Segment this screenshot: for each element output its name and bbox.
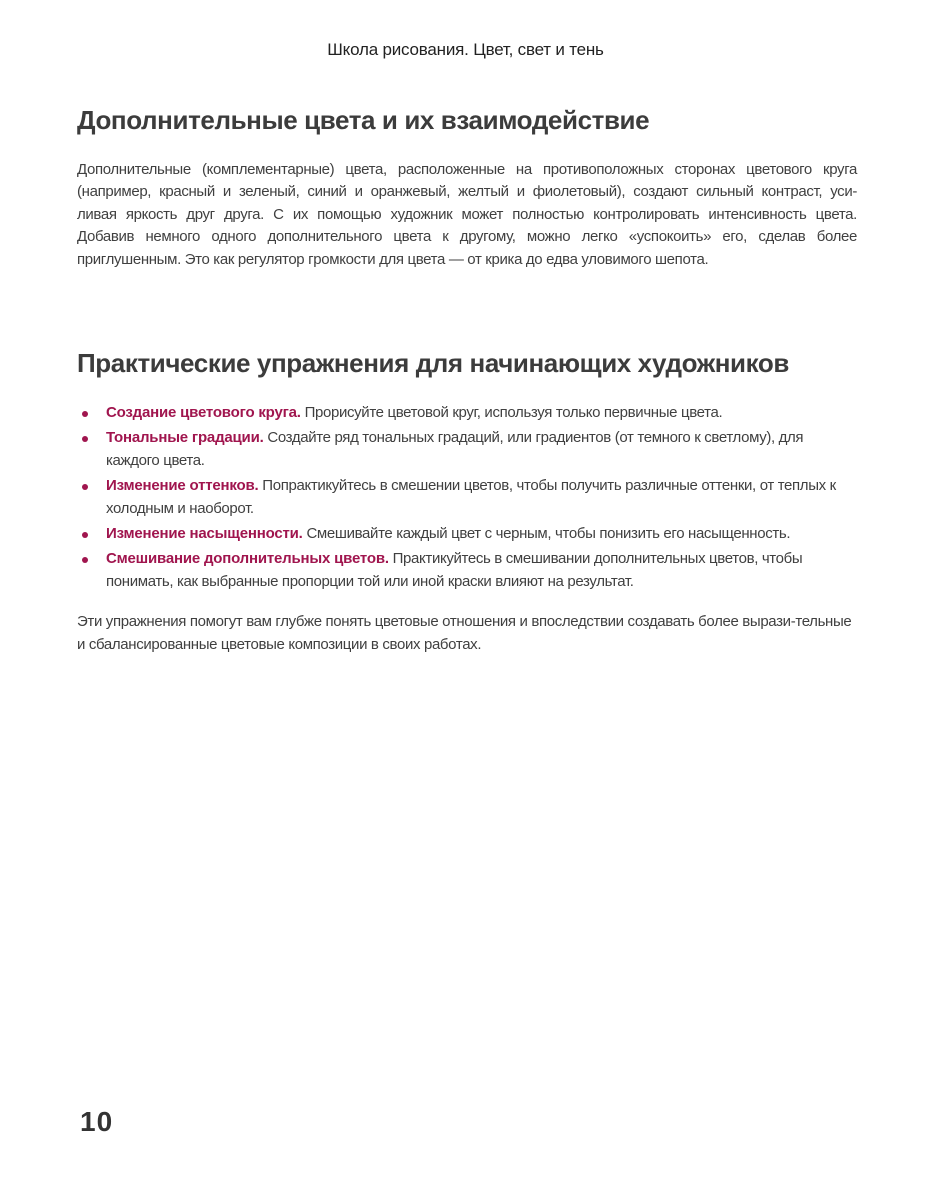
exercise-term: Изменение оттенков. bbox=[106, 477, 259, 495]
exercise-text: Создайте ряд тональных градаций, или градиентов (от темного к светлому), для каждого цвета. bbox=[106, 429, 804, 469]
paragraph-line: Дополнительные (комплементарные) цвета, расположенные на противоположных сторонах цветового круга bbox=[77, 161, 857, 178]
bullet-icon bbox=[82, 436, 88, 442]
paragraph-line: Добавив немного одного дополнительного цвета к другому, можно легко «успокоить» его, сделав более bbox=[77, 228, 857, 246]
exercise-list bbox=[77, 402, 857, 593]
paragraph-line: приглушенным. Это как регулятор громкости для цвета — от крика до едва уловимого шепота. bbox=[77, 250, 709, 268]
closing-paragraph: Эти упражнения помогут вам глубже понять цветовые отношения и впоследствии создавать более вырази-тельные и сбалансированные цветовые композиции в своих работах. bbox=[77, 613, 852, 653]
bullet-icon bbox=[82, 557, 88, 563]
exercise-text: Прорисуйте цветовой круг, используя только первичные цвета. bbox=[300, 404, 723, 421]
list-item bbox=[77, 548, 857, 593]
section-heading: Практические упражнения для начинающих художников bbox=[77, 348, 789, 378]
list-item bbox=[77, 475, 857, 520]
bullet-icon bbox=[82, 411, 88, 417]
bullet-icon bbox=[82, 484, 88, 490]
section-heading: Дополнительные цвета и их взаимодействие bbox=[77, 105, 650, 135]
bullet-icon bbox=[82, 532, 88, 538]
running-header: Школа рисования. Цвет, свет и тень bbox=[327, 40, 604, 59]
list-item bbox=[77, 523, 857, 545]
exercise-term: Смешивание дополнительных цветов. bbox=[106, 550, 389, 568]
section-practical-exercises bbox=[77, 346, 857, 656]
exercise-text: Практикуйтесь в смешивании дополнительных цветов, чтобы понимать, как выбранные пропорции той или иной краски влияют на результат. bbox=[106, 550, 803, 590]
exercise-text: Смешивайте каждый цвет с черным, чтобы понизить его насыщенность. bbox=[302, 525, 791, 543]
section-complementary-colors bbox=[77, 103, 857, 271]
exercise-text: Попрактикуйтесь в смешении цветов, чтобы получить различные оттенки, от теплых к холодным и наоборот. bbox=[106, 477, 836, 517]
page-number: 10 bbox=[80, 1106, 114, 1137]
paragraph-line: (например, красный и зеленый, синий и оранжевый, желтый и фиолетовый), создают сильный контраст, уси- bbox=[77, 183, 857, 201]
list-item bbox=[77, 402, 857, 424]
list-item bbox=[77, 427, 857, 472]
exercise-term: Тональные градации. bbox=[106, 429, 264, 447]
exercise-term: Создание цветового круга. bbox=[106, 404, 301, 421]
section-paragraph bbox=[77, 159, 857, 271]
exercise-term: Изменение насыщенности. bbox=[106, 525, 303, 543]
paragraph-line: ливая яркость друг друга. С их помощью художник может полностью контролировать интенсивность цвета. bbox=[77, 205, 857, 223]
